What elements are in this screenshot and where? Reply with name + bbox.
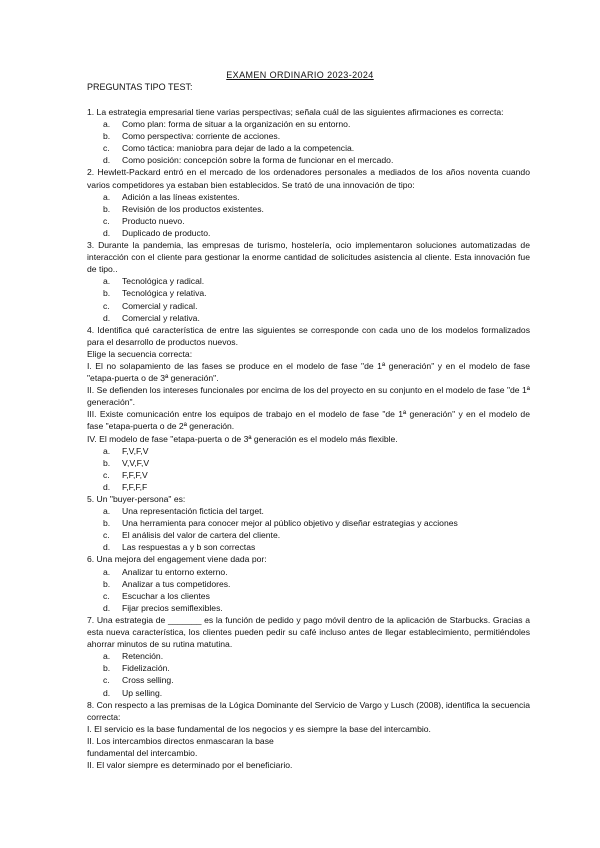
option-7b: b. Fidelización. [103, 663, 170, 674]
question-2-text: 2. Hewlett-Packard entró en el mercado de los ordenadores personales a mediados de los años noventa cuando varios competidores ya estaban bien establecidos. Se trató de una innovación de tipo: [87, 167, 530, 190]
question-1-text: 1. La estrategia empresarial tiene varias perspectivas; señala cuál de las siguientes afirmaciones es correcta: [87, 107, 504, 117]
option-2b: b. Revisión de los productos existentes. [103, 203, 264, 214]
question-8-statement-2: II. Los intercambios directos enmascaran la base [87, 735, 274, 746]
question-4-statement-1: I. El no solapamiento de las fases se produce en el modelo de fase "de 1ª generación" y en el modelo de fase "etapa-puerta o de 3ª generación". [87, 360, 530, 384]
question-8-statement-2-cont: fundamental del intercambio. [87, 747, 198, 758]
option-6c: c. Escuchar a los clientes [103, 590, 210, 601]
question-6-text: 6. Una mejora del engagement viene dada por: [87, 554, 267, 565]
exam-title: EXAMEN ORDINARIO 2023-2024 [226, 70, 374, 80]
question-8-statement-1: I. El servicio es la base fundamental de los negocios y es siempre la base del intercambio. [87, 723, 431, 734]
question-4-statement-4: IV. El modelo de fase "etapa-puerta o de 3ª generación es el modelo más flexible. [87, 433, 398, 444]
option-7a: a. Retención. [103, 651, 164, 662]
question-4-text: 4. Identifica qué característica de entre las siguientes se corresponde con cada uno de los modelos formalizados para el desarrollo de productos nuevos. [87, 324, 530, 347]
question-4-statement-3: III. Existe comunicación entre los equipos de trabajo en el modelo de fase "de 1ª generación" y en el modelo de fase "etapa-puerta o de 2ª generación. [87, 409, 530, 432]
option-3a: a. Tecnológica y radical. [103, 276, 205, 287]
question-7-text: 7. Una estrategia de _______ es la función de pedido y pago móvil dentro de la aplicación de Starbucks. Gracias a esta nueva característica, los clientes pueden pedir su café incluso antes de llegar establecimiento, permitiéndoles ahorrar minutos de su rutina matutina. [87, 614, 530, 650]
option-6d: d. Fijar precios semiflexibles. [103, 602, 223, 613]
option-2a: a. Adición a las líneas existentes. [103, 191, 240, 202]
question-4-instruction: Elige la secuencia correcta: [87, 348, 193, 359]
option-2d: d. Duplicado de producto. [103, 227, 211, 238]
option-1a: a. Como plan: forma de situar a la organización en su entorno. [103, 119, 351, 130]
option-4c: c. F,F,F,V [103, 469, 148, 480]
option-5d: d. Las respuestas a y b son correctas [103, 542, 256, 553]
option-3c: c. Comercial y radical. [103, 300, 198, 311]
option-3b: b. Tecnológica y relativa. [103, 288, 207, 299]
option-4d: d. F,F,F,F [103, 481, 148, 492]
question-4-statement-2: II. Se defienden los intereses funcionales por encima de los del proyecto en su conjunto en el modelo de fase "de 1ª generación". [87, 385, 530, 408]
question-5-text: 5. Un "buyer-persona" es: [87, 494, 186, 504]
option-3d: d. Comercial y relativa. [103, 312, 200, 323]
option-7c: c. Cross selling. [103, 675, 174, 686]
option-1d: d. Como posición: concepción sobre la forma de funcionar en el mercado. [103, 155, 394, 166]
question-8-statement-3: II. El valor siempre es determinado por el beneficiario. [87, 760, 293, 771]
option-5b: b. Una herramienta para conocer mejor al público objetivo y diseñar estrategias y acciones [103, 518, 458, 529]
option-4a: a. F,V,F,V [103, 445, 149, 456]
option-6a: a. Analizar tu entorno externo. [103, 566, 228, 577]
option-1c: c. Como táctica: maniobra para dejar de lado a la competencia. [103, 143, 355, 154]
question-8-text: 8. Con respecto a las premisas de la Lógica Dominante del Servicio de Vargo y Lusch (2008), identifica la secuencia correcta: [87, 699, 530, 722]
option-6b: b. Analizar a tus competidores. [103, 578, 231, 589]
option-2c: c. Producto nuevo. [103, 215, 185, 226]
option-5a: a. Una representación ficticia del target. [103, 506, 264, 517]
option-4b: b. V,V,F,V [103, 457, 150, 468]
question-list [87, 106, 530, 771]
option-7d: d. Up selling. [103, 687, 163, 698]
question-3-text: 3. Durante la pandemia, las empresas de turismo, hostelería, ocio implementaron soluciones automatizadas de interacción con el cliente para gestionar la enorme cantidad de solicitudes asistencia al cliente. Esta innovación fue de tipo.. [87, 240, 530, 275]
section-heading: PREGUNTAS TIPO TEST: [87, 82, 193, 92]
option-5c: c. El análisis del valor de cartera del cliente. [103, 530, 281, 541]
option-1b: b. Como perspectiva: corriente de acciones. [103, 131, 281, 142]
